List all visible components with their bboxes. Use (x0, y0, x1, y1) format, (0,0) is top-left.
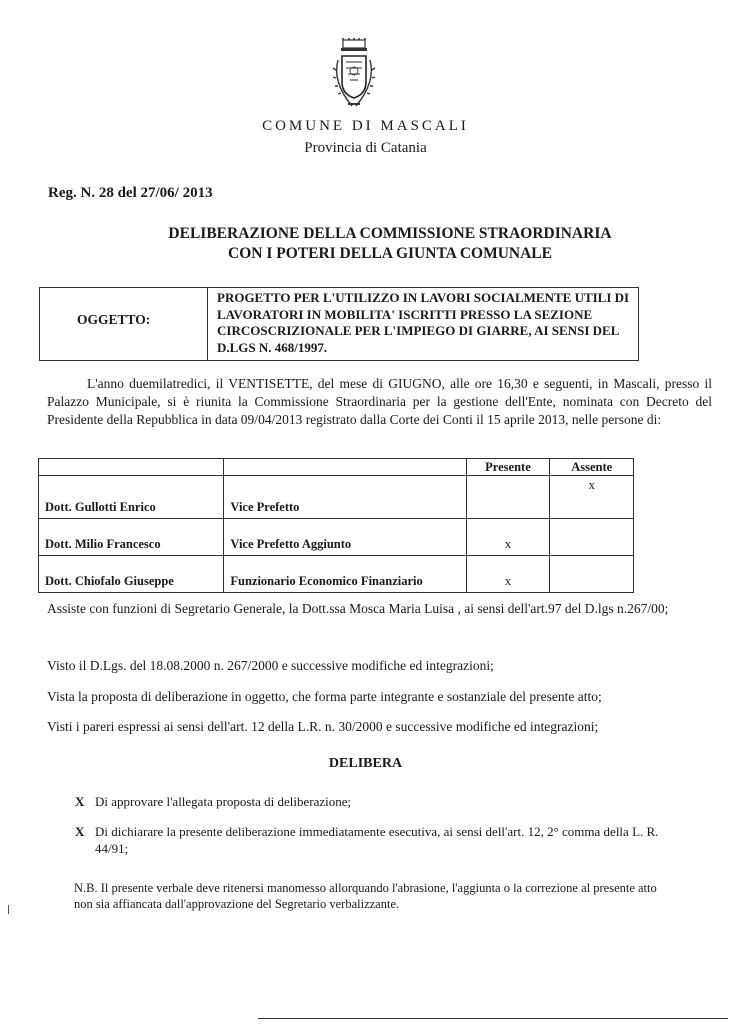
visto-paragraph: Visto il D.Lgs. del 18.08.2000 n. 267/2000 e successive modifiche ed integrazioni; (47, 658, 494, 673)
item-text: Di dichiarare la presente deliberazione immediatamente esecutiva, ai sensi dell'art. 12, 2° comma della L. R. 44/91; (95, 824, 659, 856)
item-mark: X (75, 794, 85, 809)
document-title-line-1: DELIBERAZIONE DELLA COMMISSIONE STRAORDINARIA (168, 225, 612, 242)
subject-text: PROGETTO PER L'UTILIZZO IN LAVORI SOCIALMENTE UTILI DI LAVORATORI IN MOBILITA' ISCRITTI PRESSO LA SEZIONE CIRCOSCRIZIONALE PER L'IMPIEGO DI GIARRE, AI SENSI DEL D.LGS N. 468/1997. (217, 290, 630, 355)
absent-mark (550, 519, 634, 556)
table-row (39, 519, 634, 556)
nota-bene: N.B. Il presente verbale deve ritenersi manomesso allorquando l'abrasione, l'aggiunta o la correzione al presente atto non sia affiancata dall'approvazione del Segretario verbalizzante. (74, 881, 657, 911)
table-row (39, 476, 634, 519)
municipal-crest-icon (328, 38, 380, 114)
delibera-item (75, 793, 690, 810)
registration-number: Reg. N. 28 del 27/06/ 2013 (48, 185, 213, 201)
member-name: Dott. Gullotti Enrico (39, 476, 224, 519)
document-title-line-2: CON I POTERI DELLA GIUNTA COMUNALE (228, 245, 552, 262)
member-role: Funzionario Economico Finanziario (224, 556, 466, 593)
item-text: Di approvare l'allegata proposta di deliberazione; (95, 794, 352, 809)
absent-mark (550, 556, 634, 593)
delibera-item (75, 823, 690, 857)
footer-rule (258, 1018, 728, 1019)
member-name: Dott. Chiofalo Giuseppe (39, 556, 224, 593)
assist-paragraph: Assiste con funzioni di Segretario Generale, la Dott.ssa Mosca Maria Luisa , ai sensi dell'art.97 del D.lgs n.267/00; (47, 601, 669, 616)
present-mark (466, 476, 550, 519)
header-role-blank (224, 459, 466, 476)
member-role: Vice Prefetto Aggiunto (224, 519, 466, 556)
municipality-name: COMUNE DI MASCALI (262, 118, 469, 134)
scan-mark (8, 905, 9, 914)
province-name: Provincia di Catania (304, 140, 427, 156)
attendance-header-row (39, 459, 634, 476)
header-name-blank (39, 459, 224, 476)
present-mark: x (466, 519, 550, 556)
subject-box (39, 287, 639, 361)
present-mark: x (466, 556, 550, 593)
header-present: Presente (466, 459, 550, 476)
item-mark: X (75, 824, 85, 839)
vista-paragraph: Vista la proposta di deliberazione in oggetto, che forma parte integrante e sostanziale del presente atto; (47, 689, 602, 704)
subject-label: OGGETTO: (77, 312, 151, 327)
member-name: Dott. Milio Francesco (39, 519, 224, 556)
visti-paragraph: Visti i pareri espressi ai sensi dell'art. 12 della L.R. n. 30/2000 e successive modifiche ed integrazioni; (47, 719, 599, 734)
delibera-heading: DELIBERA (328, 756, 403, 771)
absent-mark: x (550, 476, 634, 519)
header-absent: Assente (550, 459, 634, 476)
table-row (39, 556, 634, 593)
attendance-table (38, 458, 634, 593)
intro-paragraph: L'anno duemilatredici, il VENTISETTE, del mese di GIUGNO, alle ore 16,30 e seguenti, in Mascali, presso il Palazzo Municipale, si è riunita la Commissione Straordinaria per la gestione dell'Ente, nominata con Decreto del Presidente della Repubblica in data 09/04/2013 registrato dalla Corte dei Conti il 15 aprile 2013, nelle persone di: (47, 376, 712, 427)
subject-divider (207, 288, 208, 360)
member-role: Vice Prefetto (224, 476, 466, 519)
